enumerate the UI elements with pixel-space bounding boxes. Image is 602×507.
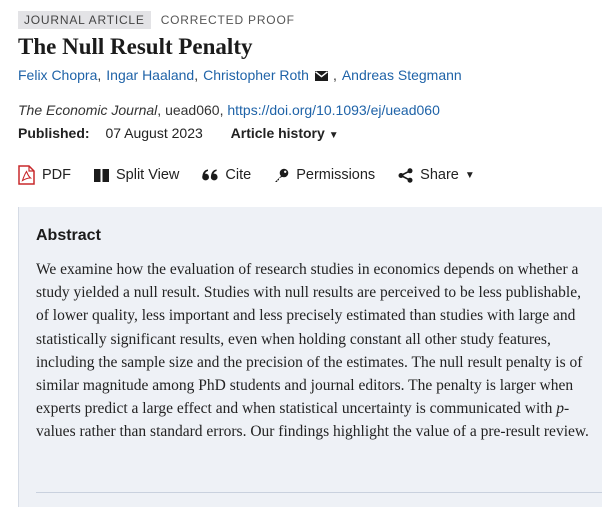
- published-date: 07 August 2023: [105, 125, 203, 141]
- author-link-stegmann[interactable]: Andreas Stegmann: [341, 67, 462, 83]
- article-id: , uead060,: [157, 102, 228, 118]
- article-history-label: Article history: [230, 125, 325, 141]
- cite-label: Cite: [225, 167, 252, 183]
- proof-status-badge: CORRECTED PROOF: [160, 13, 295, 27]
- pdf-icon: [18, 165, 35, 185]
- author-separator: ,: [194, 67, 199, 83]
- abstract-p-symbol: p: [556, 400, 564, 418]
- journal-name: The Economic Journal: [18, 102, 158, 118]
- abstract-heading: Abstract: [36, 227, 101, 244]
- article-toolbar: [18, 165, 498, 185]
- mail-icon[interactable]: [315, 67, 328, 85]
- doi-link[interactable]: https://doi.org/10.1093/ej/uead060: [227, 102, 440, 118]
- article-title: The Null Result Penalty: [18, 34, 253, 59]
- split-view-label: Split View: [116, 167, 180, 183]
- publication-info: [18, 124, 339, 145]
- permissions-button[interactable]: [274, 167, 375, 183]
- share-button[interactable]: [398, 167, 475, 183]
- author-link-chopra[interactable]: Felix Chopra: [18, 67, 98, 83]
- author-link-haaland[interactable]: Ingar Haaland: [106, 67, 195, 83]
- share-label: Share: [420, 167, 459, 183]
- split-view-icon: [94, 169, 109, 182]
- article-type-badge: JOURNAL ARTICLE: [18, 11, 151, 29]
- article-history-toggle[interactable]: [231, 125, 339, 141]
- article-badges: [18, 11, 295, 29]
- author-separator: ,: [332, 67, 337, 83]
- abstract-divider: [36, 492, 602, 493]
- abstract-text-part2: -values rather than standard errors. Our findings highlight the value of a pre-result review.: [36, 400, 589, 441]
- key-icon: [274, 168, 289, 183]
- abstract-text-part1: We examine how the evaluation of research studies in economics depends on whether a study yielded a null result. Studies with null results are perceived to be less publishable, of lower quality, less important and less precisely estimated than studies with large and statistically significant results, even when holding constant all other study features, including the sample size and the precision of the estimates. The null result penalty is of similar magnitude among PhD students and journal editors. The penalty is larger when experts predict a large effect and when statistical uncertainty is communicated with: [36, 261, 583, 418]
- cite-button[interactable]: [202, 167, 251, 183]
- pdf-label: PDF: [42, 167, 71, 183]
- abstract-text: [36, 258, 592, 444]
- author-link-roth[interactable]: Christopher Roth: [203, 67, 309, 83]
- quote-icon: [202, 169, 218, 181]
- author-list: [18, 66, 462, 84]
- permissions-label: Permissions: [296, 167, 376, 183]
- share-icon: [398, 168, 413, 183]
- author-separator: ,: [97, 67, 102, 83]
- pdf-button[interactable]: [18, 165, 71, 185]
- caret-down-icon: ▼: [464, 169, 475, 181]
- split-view-button[interactable]: [94, 167, 179, 183]
- citation-line: [18, 101, 440, 119]
- published-label: Published:: [18, 125, 90, 141]
- caret-down-icon: ▼: [328, 130, 339, 141]
